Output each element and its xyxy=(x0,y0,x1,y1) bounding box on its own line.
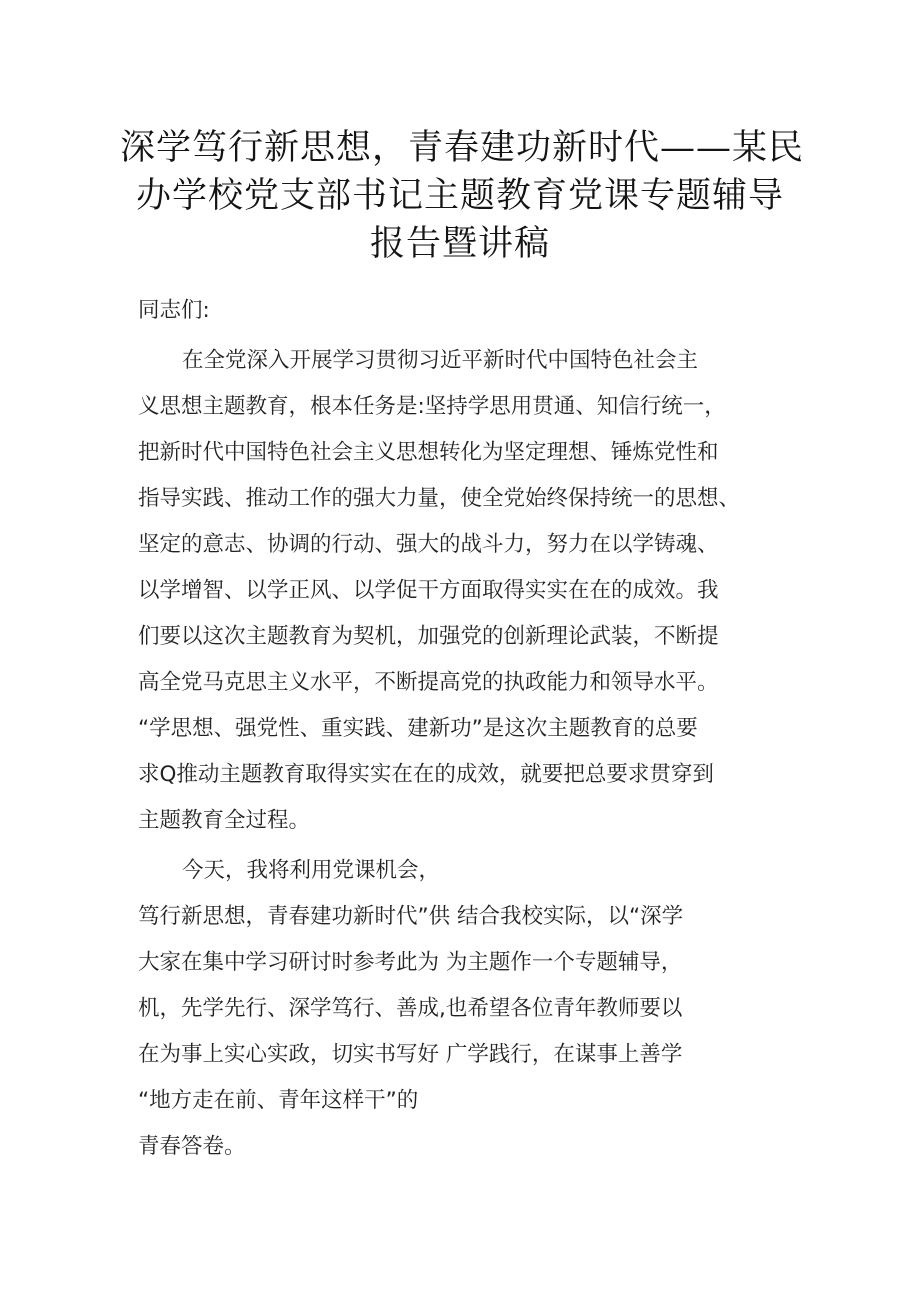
paragraph-line: 在为事上实心实政，切实书写好 广学践行，在谋事上善学 xyxy=(138,1042,683,1067)
paragraph-line: 坚定的意志、协调的行动、强大的战斗力，努力在以学铸魂、 xyxy=(138,532,719,557)
paragraph-line: 在全党深入开展学习贯彻习近平新时代中国特色社会主 xyxy=(182,348,699,373)
paragraph-line: 高全党马克思主义水平，不断提高党的执政能力和领导水平。 xyxy=(138,670,719,695)
title-line: 深学笃行新思想，青春建功新时代——某民 xyxy=(120,128,805,168)
paragraph-line: 以学增智、以学正风、以学促干方面取得实实在在的成效。我 xyxy=(138,578,719,603)
paragraph-line: 机，先学先行、深学笃行、善成,也希望各位青年教师要以 xyxy=(138,996,683,1021)
paragraph-line: 青春答卷。 xyxy=(138,1134,246,1159)
paragraph-line: 大家在集中学习研讨时参考此为 为主题作一个专题辅导， xyxy=(138,950,683,975)
salutation: 同志们: xyxy=(138,298,210,323)
title-line: 办学校党支部书记主题教育党课专题辅导 xyxy=(135,176,784,216)
paragraph-line: 指导实践、推动工作的强大力量，使全党始终保持统一的思想、 xyxy=(138,486,741,511)
title-line: 报告暨讲稿 xyxy=(369,224,550,264)
paragraph-line: 们要以这次主题教育为契机，加强党的创新理论武装，不断提 xyxy=(138,624,719,649)
paragraph-line: “地方走在前、青年这样干”的 xyxy=(138,1088,419,1113)
paragraph-line: 把新时代中国特色社会主义思想转化为坚定理想、锤炼党性和 xyxy=(138,440,719,465)
document-title xyxy=(120,124,805,268)
paragraph-line: 今天，我将利用党课机会， xyxy=(182,858,441,883)
paragraph-line: 主题教育全过程。 xyxy=(138,808,311,833)
paragraph-line: 笃行新思想，青春建功新时代”供 结合我校实际，以“深学 xyxy=(138,904,684,929)
paragraph-line: 义思想主题教育，根本任务是:坚持学思用贯通、知信行统一， xyxy=(138,394,726,419)
paragraph-line: 求Q推动主题教育取得实实在在的成效，就要把总要求贯穿到 xyxy=(138,762,714,787)
paragraph-line: “学思想、强党性、重实践、建新功”是这次主题教育的总要 xyxy=(138,716,698,741)
